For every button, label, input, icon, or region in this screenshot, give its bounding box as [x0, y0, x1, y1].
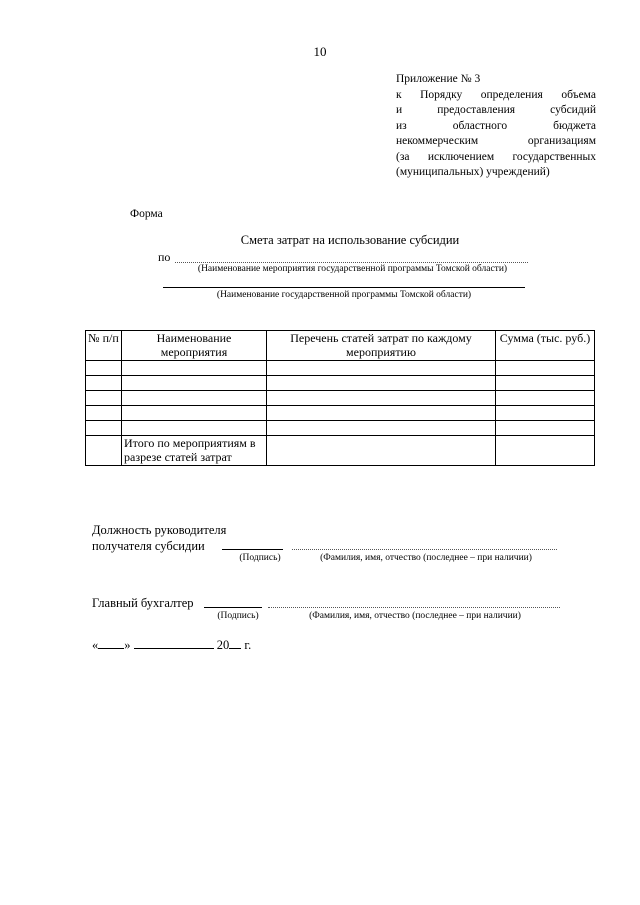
table-cell: [86, 436, 122, 466]
table-row: [86, 361, 595, 376]
program-name-hint: (Наименование государственной программы Томской области): [216, 290, 472, 300]
date-day-field[interactable]: [98, 636, 124, 649]
table-cell[interactable]: [122, 376, 267, 391]
head-position-label: [92, 522, 226, 554]
date-month-field[interactable]: [134, 636, 214, 649]
head-signature-hint: (Подпись): [239, 553, 281, 563]
document-title: Смета затрат на использование субсидии: [240, 233, 460, 247]
table-cell[interactable]: [86, 391, 122, 406]
date-year-field[interactable]: [229, 636, 241, 649]
page-number: 10: [313, 44, 327, 59]
date-year-prefix: 20: [216, 638, 230, 652]
appendix-header: [396, 72, 596, 181]
table-cell[interactable]: [496, 376, 595, 391]
head-label-line: получателя субсидии: [92, 539, 205, 553]
table-row: [86, 376, 595, 391]
table-cell[interactable]: [122, 421, 267, 436]
table-row: [86, 391, 595, 406]
table-row: [86, 406, 595, 421]
date-line: [92, 636, 251, 653]
table-cell[interactable]: [496, 361, 595, 376]
total-label: Итого по мероприятиям в разрезе статей затрат: [122, 436, 267, 466]
event-name-field[interactable]: [175, 262, 528, 263]
col-header-cost-items: Перечень статей затрат по каждому мероприятию: [267, 331, 496, 361]
table-total-row: [86, 436, 595, 466]
date-close-quote: »: [124, 638, 131, 652]
accountant-label: Главный бухгалтер: [92, 596, 194, 610]
appendix-line: к Порядку определения объема: [396, 88, 596, 101]
accountant-name-field[interactable]: [268, 607, 560, 608]
form-label: Форма: [130, 208, 163, 220]
table-cell[interactable]: [122, 391, 267, 406]
date-open-quote: «: [92, 638, 99, 652]
accountant-signature-hint: (Подпись): [217, 611, 259, 621]
accountant-name-hint: (Фамилия, имя, отчество (последнее – при наличии): [309, 611, 521, 621]
appendix-line: Приложение № 3: [396, 73, 481, 85]
table-cell[interactable]: [86, 421, 122, 436]
table-cell[interactable]: [267, 436, 496, 466]
table-cell[interactable]: [267, 376, 496, 391]
appendix-line: (за исключением государственных: [396, 150, 596, 163]
cost-estimate-table: [85, 330, 595, 466]
table-cell[interactable]: [122, 361, 267, 376]
col-header-event: Наименование мероприятия: [122, 331, 267, 361]
appendix-line: и предоставления субсидий: [396, 104, 596, 116]
appendix-line: (муниципальных) учреждений): [396, 166, 550, 178]
date-year-suffix: г.: [244, 638, 252, 652]
col-header-amount: Сумма (тыс. руб.): [496, 331, 595, 361]
table-cell[interactable]: [86, 406, 122, 421]
head-name-hint: (Фамилия, имя, отчество (последнее – при наличии): [320, 553, 532, 563]
po-label: по: [158, 250, 171, 264]
table-cell[interactable]: [267, 361, 496, 376]
table-cell[interactable]: [496, 391, 595, 406]
table-cell[interactable]: [267, 391, 496, 406]
table-row: [86, 421, 595, 436]
head-signature-field[interactable]: [222, 549, 283, 550]
appendix-line: некоммерческим организациям: [396, 135, 596, 147]
table-cell[interactable]: [267, 421, 496, 436]
table-cell[interactable]: [267, 406, 496, 421]
event-name-hint: (Наименование мероприятия государственной программы Томской области): [197, 264, 508, 274]
appendix-line: из областного бюджета: [396, 119, 596, 132]
table-cell[interactable]: [496, 421, 595, 436]
accountant-signature-field[interactable]: [204, 607, 262, 608]
table-cell[interactable]: [86, 361, 122, 376]
table-cell[interactable]: [496, 436, 595, 466]
table-cell[interactable]: [86, 376, 122, 391]
table-cell[interactable]: [496, 406, 595, 421]
program-name-field[interactable]: [163, 287, 525, 288]
head-label-line: Должность руководителя: [92, 523, 227, 537]
col-header-number: № п/п: [86, 331, 122, 361]
table-cell[interactable]: [122, 406, 267, 421]
head-name-field[interactable]: [292, 549, 557, 550]
table-header-row: [86, 331, 595, 361]
